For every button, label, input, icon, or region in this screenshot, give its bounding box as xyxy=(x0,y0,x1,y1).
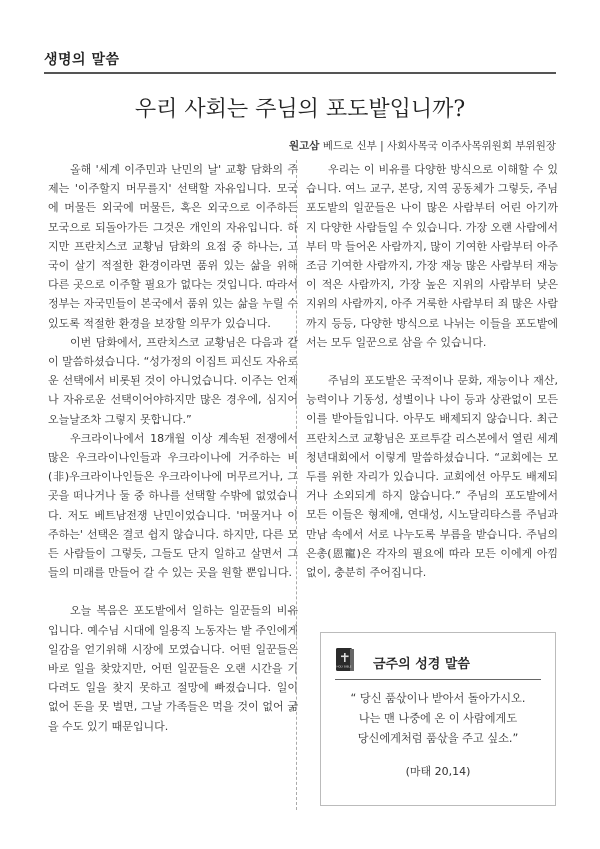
quote-line: “ 당신 품삯이나 받아서 돌아가시오. xyxy=(350,692,526,705)
paragraph: 우리는 이 비유를 다양한 방식으로 이해할 수 있습니다. 여느 교구, 본당, 지역 공동체가 그렇듯, 주님 포도밭의 일꾼들은 나이 많은 사람부터 어린 아기까지 다양한 사람들일 수 있습니다. 가장 오랜 사람에서부터 막 들어온 사람까지, 많이 기여한 사람부터 아주 조금 기여한 사람까지, 가장 재능 많은 사람부터 재능이 적은 사람까지, 가장 높은 지위의 사람부터 낮은 지위의 사람까지, 아주 거룩한 사람부터 죄 많은 사람까지 등등, 다양한 방식으로 나뉘는 이들을 포도밭에서는 모두 일꾼으로 삼을 수 있습니다. xyxy=(306,163,558,349)
column-divider xyxy=(296,160,297,810)
paragraph: 우크라이나에서 18개월 이상 계속된 전쟁에서 많은 우크라이나인들과 우크라이나에 거주하는 비(非)우크라이나인들은 우크라이나에 머무르거나, 그곳을 떠나거나 둘 중 하나를 선택할 수밖에 없었습니다. 저도 베트남전쟁 난민이었습니다. '머물거나 이주하는' 선택은 결코 쉽지 않습니다. 하지만, 다른 모든 사람들이 그렇듯, 그들도 단지 일하고 살면서 그들의 미래를 만들어 갈 수 있는 곳을 원할 뿐입니다. xyxy=(48,431,298,580)
scripture-box-title: 금주의 성경 말씀 xyxy=(373,657,470,672)
paragraph: 이번 담화에서, 프란치스코 교황님은 다음과 같이 말씀하셨습니다. “성가정의 이집트 피신도 자유로운 선택에서 비롯된 것이 아니었습니다. 이주는 언제나 자유로운 선택이어야하지만 많은 경우에, 심지어 오늘날조차 그렇지 못합니다.” xyxy=(48,335,298,426)
bible-book-icon xyxy=(335,647,355,673)
author-name: 원고삼 xyxy=(288,140,320,152)
right-column xyxy=(306,160,558,582)
scripture-quote xyxy=(329,689,547,749)
scripture-box-divider xyxy=(335,679,541,680)
scripture-box xyxy=(320,632,556,806)
paragraph: 주님의 포도밭은 국적이나 문화, 재능이나 재산, 능력이나 기동성, 성별이나 나이 등과 상관없이 모든 이를 받아들입니다. 아무도 배제되지 않습니다. 최근 프란치스코 교황님은 포르투갈 리스본에서 열린 세계청년대회에서 이렇게 말씀하셨습니다. “교회에는 모두를 위한 자리가 있습니다. 교회에선 아무도 배제되거나 소외되게 하지 않습니다.” 주님의 포도밭에서 모든 이들은 형제애, 연대성, 시노달리타스를 주님과 만남 속에서 서로 나누도록 부름을 받습니다. 주님의 은총(恩寵)은 각자의 필요에 따라 모든 이에게 아낌없이, 충분히 주어집니다. xyxy=(306,374,558,580)
article-byline xyxy=(289,138,556,153)
article-title: 우리 사회는 주님의 포도밭입니까? xyxy=(134,97,466,122)
section-header: 생명의 말씀 xyxy=(44,52,120,68)
paragraph: 오늘 복음은 포도밭에서 일하는 일꾼들의 비유입니다. 예수님 시대에 일용직 노동자는 밭 주인에게 일감을 얻기위해 시장에 모였습니다. 어떤 일꾼들은 바로 일을 찾았지만, 어떤 일꾼들은 오랜 시간을 기다려도 일을 찾지 못하고 절망에 빠졌습니다. 일이 없어 돈을 못 벌면, 그날 가족들은 먹을 것이 없어 굶을 수도 있기 때문입니다. xyxy=(48,604,298,733)
left-column xyxy=(48,160,298,736)
scripture-reference: (마태 20,14) xyxy=(405,765,471,778)
bible-icon-label: HOLY BIBLE xyxy=(336,665,352,669)
header-divider xyxy=(44,72,556,74)
paragraph: 올해 '세계 이주민과 난민의 날' 교황 담화의 주제는 '이주할지 머무를지' 선택할 자유입니다. 모국에 머물든 외국에 머물든, 혹은 외국으로 이주하든 모국으로 되돌아가든 그것은 개인의 자유입니다. 하지만 프란치스코 교황님 담화의 요점 중 하나는, 고국이 살기 적절한 환경이라면 품위 있는 삶을 위해 다른 곳으로 이주할 필요가 없다는 것입니다. 따라서 정부는 자국민들이 본국에서 품위 있는 삶을 누릴 수 있도록 적절한 환경을 보장할 의무가 있습니다. xyxy=(48,163,298,330)
quote-line: 나는 맨 나중에 온 이 사람에게도 xyxy=(358,712,518,725)
author-role: 베드로 신부 | 사회사목국 이주사목위원회 부위원장 xyxy=(319,140,556,152)
quote-line: 당신에게처럼 품삯을 주고 싶소.” xyxy=(357,732,519,745)
